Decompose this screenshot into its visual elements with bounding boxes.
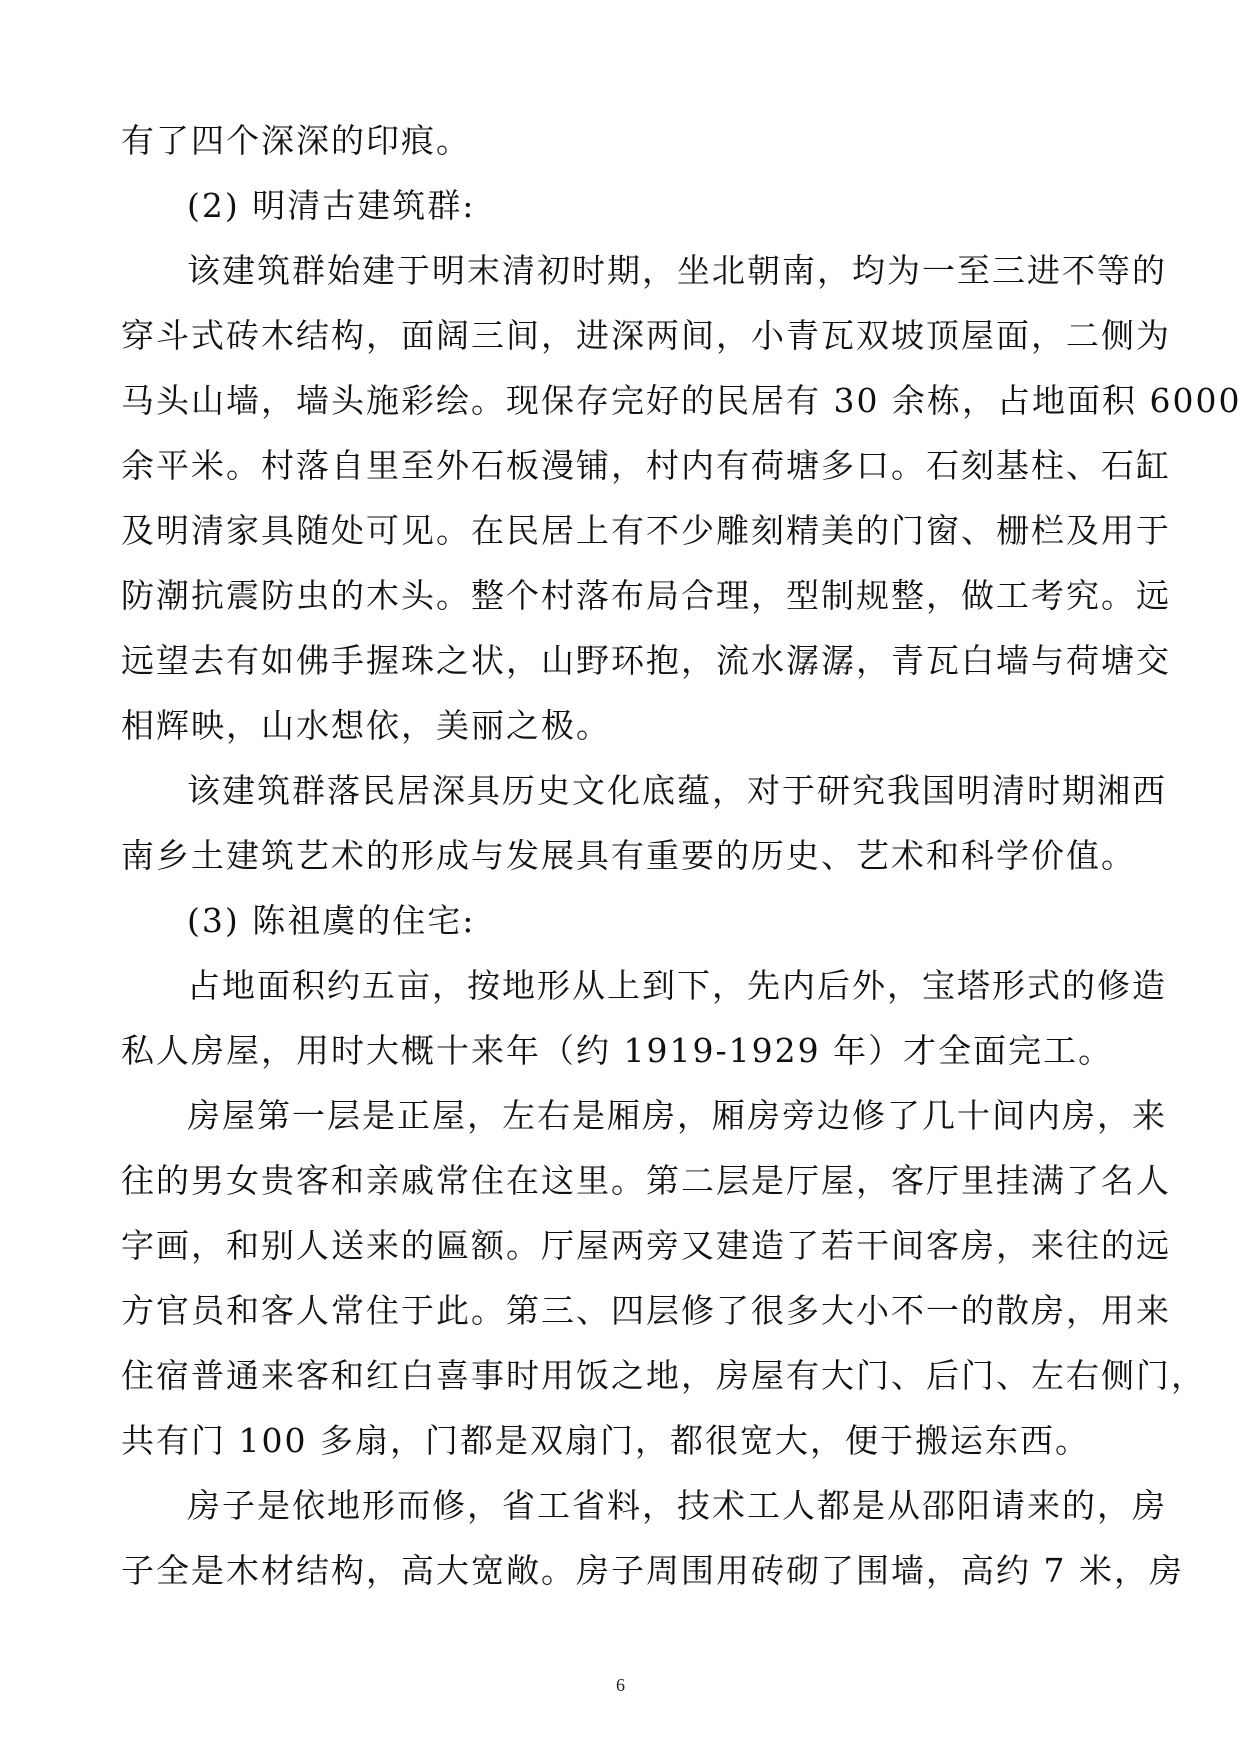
text-line: 有了四个深深的印痕。 bbox=[121, 121, 471, 160]
text-line: 南乡土建筑艺术的形成与发展具有重要的历史、艺术和科学价值。 bbox=[121, 836, 1136, 875]
text-line: 远望去有如佛手握珠之状，山野环抱，流水潺潺，青瓦白墙与荷塘交 bbox=[121, 641, 1171, 680]
body-text bbox=[121, 108, 1241, 1603]
text-line: 字画，和别人送来的匾额。厅屋两旁又建造了若干间客房，来往的远 bbox=[121, 1226, 1171, 1265]
text-line: 住宿普通来客和红白喜事时用饭之地，房屋有大门、后门、左右侧门， bbox=[121, 1356, 1206, 1395]
text-line: 穿斗式砖木结构，面阔三间，进深两间，小青瓦双坡顶屋面，二侧为 bbox=[121, 316, 1171, 355]
text-line: 相辉映，山水想依，美丽之极。 bbox=[121, 706, 611, 745]
text-line: 房屋第一层是正屋，左右是厢房，厢房旁边修了几十间内房，来 bbox=[187, 1096, 1167, 1135]
text-line: 子全是木材结构，高大宽敞。房子周围用砖砌了围墙，高约 7 米，房 bbox=[121, 1551, 1184, 1590]
text-line: 方官员和客人常住于此。第三、四层修了很多大小不一的散房，用来 bbox=[121, 1291, 1171, 1330]
text-line: 防潮抗震防虫的木头。整个村落布局合理，型制规整，做工考究。远 bbox=[121, 576, 1171, 615]
text-line: 马头山墙，墙头施彩绘。现保存完好的民居有 30 余栋，占地面积 6000 bbox=[121, 381, 1241, 420]
section-heading-2: (2) 明清古建筑群: bbox=[187, 186, 476, 225]
text-line: 占地面积约五亩，按地形从上到下，先内后外，宝塔形式的修造 bbox=[187, 966, 1167, 1005]
page-number: 6 bbox=[616, 1675, 625, 1695]
text-line: 余平米。村落自里至外石板漫铺，村内有荷塘多口。石刻基柱、石缸 bbox=[121, 446, 1171, 485]
text-line: 共有门 100 多扇，门都是双扇门，都很宽大，便于搬运东西。 bbox=[121, 1421, 1090, 1460]
section-heading-3: (3) 陈祖虞的住宅: bbox=[187, 901, 476, 940]
text-line: 该建筑群落民居深具历史文化底蕴，对于研究我国明清时期湘西 bbox=[187, 771, 1167, 810]
text-line: 房子是依地形而修，省工省料，技术工人都是从邵阳请来的，房 bbox=[187, 1486, 1167, 1525]
text-line: 及明清家具随处可见。在民居上有不少雕刻精美的门窗、栅栏及用于 bbox=[121, 511, 1171, 550]
text-line: 私人房屋，用时大概十来年（约 1919-1929 年）才全面完工。 bbox=[121, 1031, 1114, 1070]
text-line: 该建筑群始建于明末清初时期，坐北朝南，均为一至三进不等的 bbox=[187, 251, 1167, 290]
text-line: 往的男女贵客和亲戚常住在这里。第二层是厅屋，客厅里挂满了名人 bbox=[121, 1161, 1171, 1200]
